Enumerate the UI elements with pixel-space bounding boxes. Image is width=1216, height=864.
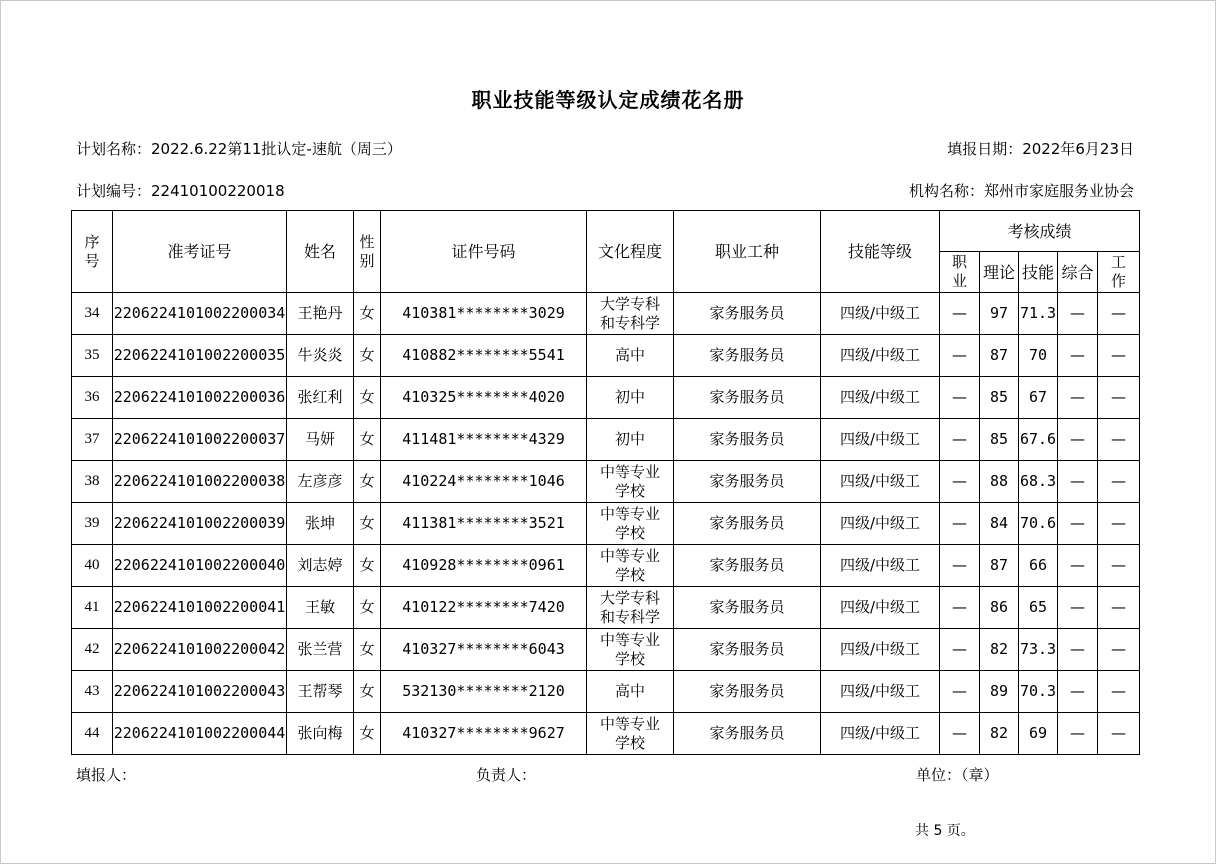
cell-gender: 女 (354, 671, 381, 713)
table-row (72, 587, 1140, 629)
cell-gender: 女 (354, 587, 381, 629)
cell-ticket: 2206224101002200037 (113, 419, 287, 461)
cell-occupation: 家务服务员 (674, 713, 821, 755)
cell-id-number: 410882********5541 (381, 335, 587, 377)
cell-gender: 女 (354, 419, 381, 461)
education-text: 高中 (614, 346, 645, 364)
cell-seq: 41 (72, 587, 113, 629)
cell-level: 四级/中级工 (821, 377, 940, 419)
cell-score-theory: 84 (980, 503, 1019, 545)
subheader-vocational: 职业 (940, 252, 980, 293)
cell-occupation: 家务服务员 (674, 671, 821, 713)
cell-score-theory: 85 (980, 419, 1019, 461)
cell-score-vocational: — (940, 713, 980, 755)
page-title: 职业技能等级认定成绩花名册 (471, 88, 745, 112)
plan-name: 计划名称：2022.6.22第11批认定-速航（周三） (76, 140, 402, 158)
cell-ticket: 2206224101002200040 (113, 545, 287, 587)
table-row (72, 671, 1140, 713)
table-row (72, 293, 1140, 335)
education-text: 初中 (614, 430, 645, 448)
cell-level: 四级/中级工 (821, 713, 940, 755)
org-name: 机构名称：郑州市家庭服务业协会 (908, 182, 1134, 200)
cell-name: 张红利 (287, 377, 354, 419)
cell-score-work: — (1098, 545, 1140, 587)
education-text: 中等专业学校 (599, 714, 660, 752)
cell-level: 四级/中级工 (821, 503, 940, 545)
cell-score-vocational: — (940, 587, 980, 629)
cell-score-work: — (1098, 671, 1140, 713)
cell-gender: 女 (354, 293, 381, 335)
cell-occupation: 家务服务员 (674, 587, 821, 629)
cell-score-overall: — (1058, 461, 1098, 503)
cell-occupation: 家务服务员 (674, 377, 821, 419)
cell-score-work: — (1098, 629, 1140, 671)
cell-ticket: 2206224101002200039 (113, 503, 287, 545)
cell-occupation: 家务服务员 (674, 419, 821, 461)
cell-score-skill: 73.3 (1019, 629, 1058, 671)
cell-score-theory: 85 (980, 377, 1019, 419)
cell-score-overall: — (1058, 545, 1098, 587)
cell-score-theory: 97 (980, 293, 1019, 335)
cell-score-theory: 82 (980, 629, 1019, 671)
cell-seq: 42 (72, 629, 113, 671)
table-row (72, 419, 1140, 461)
footer-unit: 单位：（章） (916, 766, 999, 784)
header-education: 文化程度 (587, 211, 674, 293)
cell-seq: 44 (72, 713, 113, 755)
cell-seq: 40 (72, 545, 113, 587)
education-text: 中等专业学校 (599, 630, 660, 668)
cell-seq: 36 (72, 377, 113, 419)
cell-score-overall: — (1058, 671, 1098, 713)
cell-score-theory: 82 (980, 713, 1019, 755)
cell-score-skill: 70.3 (1019, 671, 1058, 713)
cell-occupation: 家务服务员 (674, 335, 821, 377)
cell-id-number: 410325********4020 (381, 377, 587, 419)
page-count: 共 5 页。 (915, 823, 975, 839)
cell-gender: 女 (354, 629, 381, 671)
cell-gender: 女 (354, 461, 381, 503)
subheader-theory: 理论 (980, 252, 1019, 293)
cell-name: 王艳丹 (287, 293, 354, 335)
cell-name: 张向梅 (287, 713, 354, 755)
cell-score-vocational: — (940, 629, 980, 671)
cell-score-work: — (1098, 461, 1140, 503)
cell-education (587, 713, 674, 755)
cell-score-work: — (1098, 335, 1140, 377)
cell-score-overall: — (1058, 629, 1098, 671)
table-row (72, 377, 1140, 419)
subheader-skill: 技能 (1019, 252, 1058, 293)
cell-level: 四级/中级工 (821, 587, 940, 629)
cell-score-skill: 67.6 (1019, 419, 1058, 461)
cell-gender: 女 (354, 713, 381, 755)
cell-score-vocational: — (940, 419, 980, 461)
cell-occupation: 家务服务员 (674, 503, 821, 545)
cell-level: 四级/中级工 (821, 671, 940, 713)
cell-score-vocational: — (940, 377, 980, 419)
cell-occupation: 家务服务员 (674, 629, 821, 671)
cell-score-vocational: — (940, 461, 980, 503)
cell-id-number: 411481********4329 (381, 419, 587, 461)
cell-ticket: 2206224101002200044 (113, 713, 287, 755)
cell-score-skill: 70 (1019, 335, 1058, 377)
cell-score-vocational: — (940, 335, 980, 377)
cell-score-overall: — (1058, 503, 1098, 545)
cell-education (587, 377, 674, 419)
header-id-number: 证件号码 (381, 211, 587, 293)
cell-score-overall: — (1058, 377, 1098, 419)
cell-id-number: 410327********9627 (381, 713, 587, 755)
cell-ticket: 2206224101002200041 (113, 587, 287, 629)
cell-score-work: — (1098, 713, 1140, 755)
cell-id-number: 411381********3521 (381, 503, 587, 545)
cell-level: 四级/中级工 (821, 545, 940, 587)
fill-date: 填报日期：2022年6月23日 (947, 140, 1134, 158)
education-text: 高中 (614, 682, 645, 700)
education-text: 中等专业学校 (599, 504, 660, 542)
cell-name: 王敏 (287, 587, 354, 629)
cell-id-number: 532130********2120 (381, 671, 587, 713)
cell-seq: 37 (72, 419, 113, 461)
cell-id-number: 410928********0961 (381, 545, 587, 587)
cell-score-overall: — (1058, 293, 1098, 335)
cell-id-number: 410122********7420 (381, 587, 587, 629)
cell-ticket: 2206224101002200043 (113, 671, 287, 713)
cell-score-work: — (1098, 377, 1140, 419)
cell-name: 王帮琴 (287, 671, 354, 713)
cell-education (587, 461, 674, 503)
table-row (72, 461, 1140, 503)
cell-name: 刘志婷 (287, 545, 354, 587)
cell-score-vocational: — (940, 293, 980, 335)
cell-occupation: 家务服务员 (674, 293, 821, 335)
cell-occupation: 家务服务员 (674, 545, 821, 587)
cell-score-vocational: — (940, 671, 980, 713)
cell-seq: 38 (72, 461, 113, 503)
cell-gender: 女 (354, 503, 381, 545)
cell-education (587, 671, 674, 713)
cell-score-work: — (1098, 587, 1140, 629)
cell-ticket: 2206224101002200036 (113, 377, 287, 419)
header-scores: 考核成绩 (940, 211, 1140, 252)
table-row (72, 713, 1140, 755)
table-row (72, 629, 1140, 671)
cell-name: 张兰营 (287, 629, 354, 671)
cell-score-vocational: — (940, 545, 980, 587)
plan-number: 计划编号：22410100220018 (76, 182, 285, 200)
cell-score-skill: 66 (1019, 545, 1058, 587)
cell-score-skill: 70.6 (1019, 503, 1058, 545)
cell-education (587, 545, 674, 587)
cell-level: 四级/中级工 (821, 461, 940, 503)
cell-score-skill: 71.3 (1019, 293, 1058, 335)
cell-id-number: 410327********6043 (381, 629, 587, 671)
cell-score-skill: 65 (1019, 587, 1058, 629)
cell-ticket: 2206224101002200035 (113, 335, 287, 377)
cell-seq: 34 (72, 293, 113, 335)
cell-ticket: 2206224101002200038 (113, 461, 287, 503)
cell-ticket: 2206224101002200042 (113, 629, 287, 671)
cell-ticket: 2206224101002200034 (113, 293, 287, 335)
cell-score-overall: — (1058, 419, 1098, 461)
cell-level: 四级/中级工 (821, 419, 940, 461)
cell-score-overall: — (1058, 587, 1098, 629)
cell-education (587, 587, 674, 629)
cell-score-theory: 88 (980, 461, 1019, 503)
cell-score-theory: 87 (980, 545, 1019, 587)
footer-responsible: 负责人： (476, 766, 537, 784)
cell-score-skill: 69 (1019, 713, 1058, 755)
cell-level: 四级/中级工 (821, 293, 940, 335)
cell-score-work: — (1098, 503, 1140, 545)
header-row (72, 211, 1140, 252)
cell-name: 左彦彦 (287, 461, 354, 503)
education-text: 中等专业学校 (599, 546, 660, 584)
cell-occupation: 家务服务员 (674, 461, 821, 503)
education-text: 大学专科和专科学 (599, 294, 660, 332)
cell-seq: 43 (72, 671, 113, 713)
cell-education (587, 293, 674, 335)
subheader-overall: 综合 (1058, 252, 1098, 293)
cell-seq: 35 (72, 335, 113, 377)
education-text: 中等专业学校 (599, 462, 660, 500)
cell-education (587, 335, 674, 377)
cell-score-skill: 67 (1019, 377, 1058, 419)
cell-score-theory: 87 (980, 335, 1019, 377)
cell-score-skill: 68.3 (1019, 461, 1058, 503)
cell-score-overall: — (1058, 335, 1098, 377)
table-row (72, 545, 1140, 587)
cell-level: 四级/中级工 (821, 629, 940, 671)
cell-gender: 女 (354, 377, 381, 419)
cell-seq: 39 (72, 503, 113, 545)
cell-score-work: — (1098, 293, 1140, 335)
subheader-work: 工作 (1098, 252, 1140, 293)
cell-gender: 女 (354, 335, 381, 377)
cell-education (587, 629, 674, 671)
cell-gender: 女 (354, 545, 381, 587)
cell-level: 四级/中级工 (821, 335, 940, 377)
cell-score-work: — (1098, 419, 1140, 461)
cell-score-overall: — (1058, 713, 1098, 755)
header-ticket: 准考证号 (113, 211, 287, 293)
education-text: 初中 (614, 388, 645, 406)
header-seq: 序号 (72, 211, 113, 293)
cell-name: 马妍 (287, 419, 354, 461)
header-occupation: 职业工种 (674, 211, 821, 293)
cell-id-number: 410224********1046 (381, 461, 587, 503)
education-text: 大学专科和专科学 (599, 588, 660, 626)
cell-education (587, 503, 674, 545)
footer-filler: 填报人： (76, 766, 137, 784)
cell-score-theory: 89 (980, 671, 1019, 713)
cell-score-vocational: — (940, 503, 980, 545)
cell-education (587, 419, 674, 461)
cell-score-theory: 86 (980, 587, 1019, 629)
table-row (72, 335, 1140, 377)
cell-name: 牛炎炎 (287, 335, 354, 377)
header-name: 姓名 (287, 211, 354, 293)
header-level: 技能等级 (821, 211, 940, 293)
score-table (71, 210, 1140, 755)
table-row (72, 503, 1140, 545)
cell-name: 张坤 (287, 503, 354, 545)
cell-id-number: 410381********3029 (381, 293, 587, 335)
header-gender: 性别 (354, 211, 381, 293)
